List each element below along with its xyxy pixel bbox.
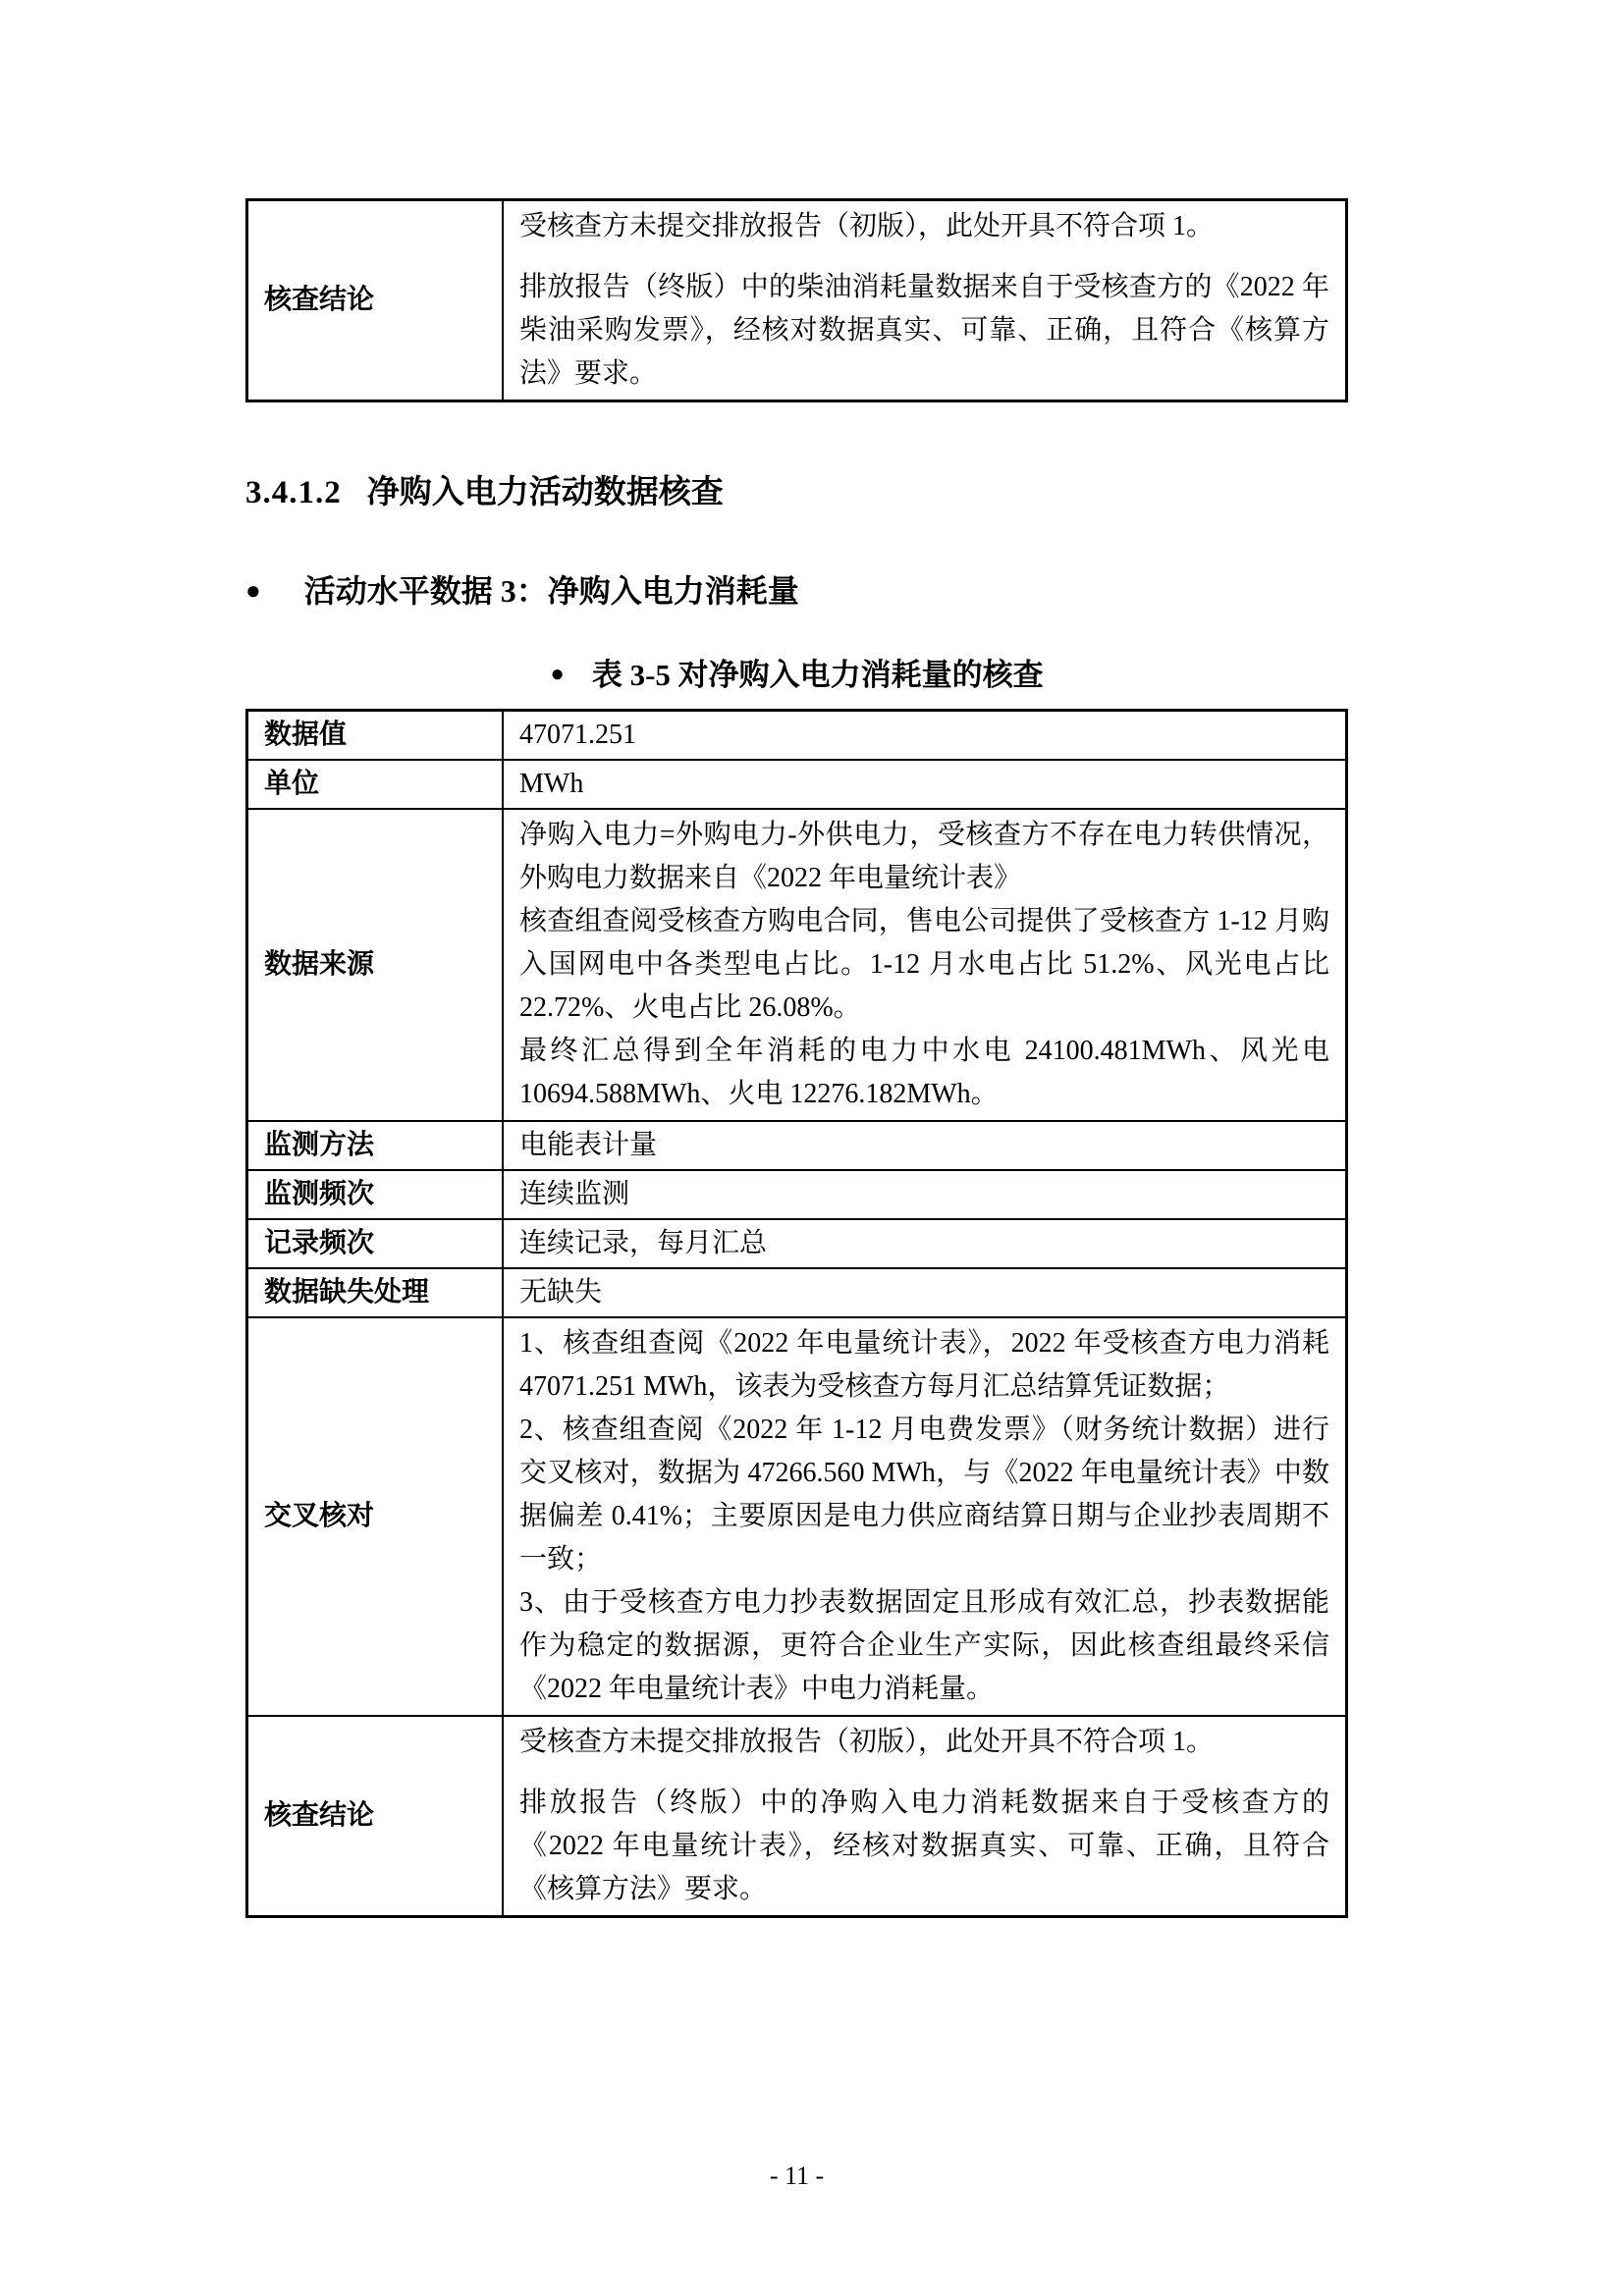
table-row <box>247 760 1347 809</box>
cell-paragraph: 受核查方未提交排放报告（初版），此处开具不符合项 1。 <box>519 1727 1215 1757</box>
row-label: 监测频次 <box>247 1170 504 1219</box>
table-row <box>247 200 1347 401</box>
cell-paragraph: 3、由于受核查方电力抄表数据固定且形成有效汇总，抄表数据能作为稳定的数据源，更符合企业生产实际，因此核查组最终采信《2022 年电量统计表》中电力消耗量。 <box>519 1587 1329 1704</box>
cell-paragraph: 排放报告（终版）中的柴油消耗量数据来自于受核查方的《2022 年柴油采购发票》，经核对数据真实、可靠、正确，且符合《核算方法》要求。 <box>519 272 1329 389</box>
row-value: 47071.251 <box>503 711 1347 761</box>
row-label: 核查结论 <box>247 200 504 401</box>
activity-data-item <box>245 569 1348 615</box>
table-row <box>247 711 1347 761</box>
table-row <box>247 809 1347 1121</box>
table-row <box>247 1317 1347 1716</box>
cell-paragraph: 净购入电力=外购电力-外供电力，受核查方不存在电力转供情况，外购电力数据来自《2022 年电量统计表》 <box>519 820 1329 893</box>
table-3-5 <box>245 709 1348 1918</box>
table-row <box>247 1121 1347 1170</box>
cell-paragraph: 1、核查组查阅《2022 年电量统计表》，2022 年受核查方电力消耗 47071.251 MWh，该表为受核查方每月汇总结算凭证数据； <box>519 1328 1329 1402</box>
cross-check-cell <box>503 1317 1347 1716</box>
activity-data-label: 活动水平数据 3：净购入电力消耗量 <box>303 573 799 609</box>
row-value: 无缺失 <box>503 1268 1347 1317</box>
cell-paragraph: 最终汇总得到全年消耗的电力中水电 24100.481MWh、风光电 10694.588MWh、火电 12276.182MWh。 <box>519 1036 1329 1109</box>
row-label: 核查结论 <box>247 1716 504 1917</box>
row-value: 连续记录，每月汇总 <box>503 1219 1347 1268</box>
table-caption-text: 表 3-5 对净购入电力消耗量的核查 <box>591 658 1044 692</box>
row-label: 记录频次 <box>247 1219 504 1268</box>
previous-verification-table <box>245 198 1348 402</box>
row-value: 电能表计量 <box>503 1121 1347 1170</box>
row-value: 连续监测 <box>503 1170 1347 1219</box>
row-label: 单位 <box>247 760 504 809</box>
table-caption <box>245 655 1348 699</box>
cell-paragraph: 2、核查组查阅《2022 年 1-12 月电费发票》（财务统计数据）进行交叉核对，数据为 47266.560 MWh，与《2022 年电量统计表》中数据偏差 0.41%；主要原因是电力供应商结算日期与企业抄表周期不一致； <box>519 1415 1329 1575</box>
section-heading <box>245 471 1348 514</box>
row-label: 数据值 <box>247 711 504 761</box>
page-number: - 11 - <box>769 2162 825 2190</box>
row-label: 监测方法 <box>247 1121 504 1170</box>
bullet-icon: ● <box>550 662 565 687</box>
data-source-cell <box>503 809 1347 1121</box>
bullet-icon: ● <box>245 576 261 605</box>
table-row <box>247 1219 1347 1268</box>
table-row <box>247 1170 1347 1219</box>
row-value: MWh <box>503 760 1347 809</box>
page-content <box>245 0 1348 1918</box>
cell-paragraph: 排放报告（终版）中的净购入电力消耗数据来自于受核查方的《2022 年电量统计表》，经核对数据真实、可靠、正确，且符合《核算方法》要求。 <box>519 1788 1329 1904</box>
row-label: 数据来源 <box>247 809 504 1121</box>
table-row <box>247 1268 1347 1317</box>
section-title: 净购入电力活动数据核查 <box>366 475 724 510</box>
conclusion-cell <box>503 1716 1347 1917</box>
row-label: 交叉核对 <box>247 1317 504 1716</box>
cell-paragraph: 核查组查阅受核查方购电合同，售电公司提供了受核查方 1-12 月购入国网电中各类型电占比。1-12 月水电占比 51.2%、风光电占比 22.72%、火电占比 26.08%。 <box>519 906 1329 1023</box>
table-row <box>247 1716 1347 1917</box>
conclusion-cell <box>503 200 1347 401</box>
section-number: 3.4.1.2 <box>245 475 342 510</box>
cell-paragraph: 受核查方未提交排放报告（初版），此处开具不符合项 1。 <box>519 211 1215 241</box>
row-label: 数据缺失处理 <box>247 1268 504 1317</box>
